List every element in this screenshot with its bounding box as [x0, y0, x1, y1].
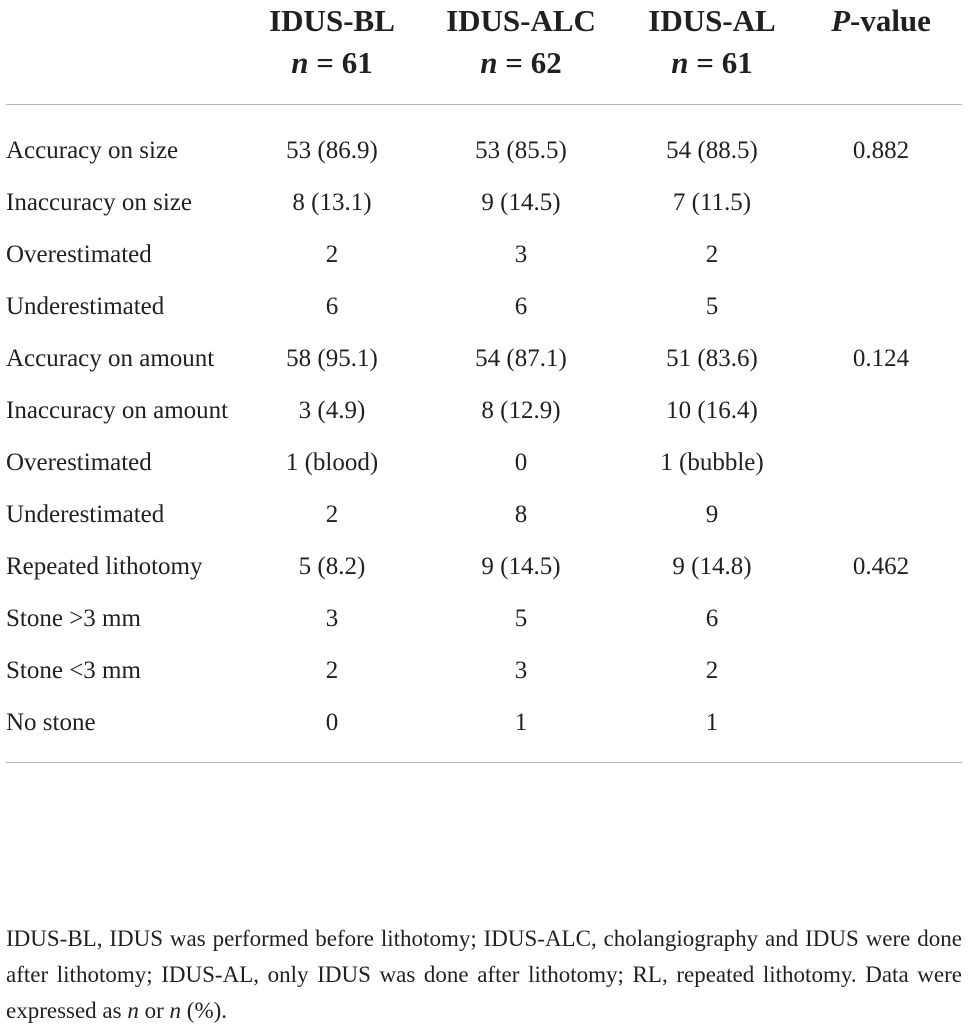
cell-idus-alc: 3 [514, 241, 528, 268]
header-idus-bl-n [246, 42, 418, 84]
cell-idus-bl: 53 (86.9) [286, 137, 378, 164]
cell-idus-bl: 2 [325, 501, 339, 528]
header-idus-bl [246, 0, 418, 105]
cell-idus-al: 7 (11.5) [672, 189, 752, 216]
row-label: Overestimated [6, 449, 152, 476]
header-p-symbol: P [831, 3, 850, 38]
header-p-value [800, 0, 962, 105]
header-idus-alc-title: IDUS-ALC [446, 3, 596, 38]
table-header [6, 0, 962, 105]
row-label: Underestimated [6, 293, 165, 320]
cell-idus-al: 2 [705, 241, 719, 268]
table-row [6, 702, 962, 763]
header-idus-al-n-symbol: n [671, 45, 689, 80]
header-idus-al-n-value: = 61 [688, 45, 753, 80]
cell-p-value: 0.882 [852, 137, 910, 164]
row-label: Stone <3 mm [6, 657, 141, 684]
cell-idus-al: 9 [705, 501, 719, 528]
row-label: Repeated lithotomy [6, 553, 203, 580]
header-idus-bl-title: IDUS-BL [269, 3, 395, 38]
cell-idus-alc: 6 [514, 293, 528, 320]
table-row [6, 442, 962, 494]
row-label: Overestimated [6, 241, 152, 268]
row-label: Accuracy on size [6, 137, 179, 164]
row-label: Inaccuracy on amount [6, 397, 229, 424]
cell-idus-alc: 8 [514, 501, 528, 528]
cell-idus-al: 54 (88.5) [666, 137, 758, 164]
cell-idus-bl: 58 (95.1) [286, 345, 378, 372]
cell-idus-bl: 5 (8.2) [298, 553, 366, 580]
cell-p-value [800, 442, 962, 494]
header-label [6, 0, 246, 105]
cell-idus-al: 6 [705, 605, 719, 632]
header-idus-al [624, 0, 800, 105]
cell-p-value [800, 650, 962, 702]
row-label: Accuracy on amount [6, 345, 215, 372]
table-row [6, 650, 962, 702]
cell-idus-bl: 6 [325, 293, 339, 320]
cell-idus-bl: 3 (4.9) [298, 397, 366, 424]
results-table [6, 0, 962, 763]
cell-p-value [800, 702, 962, 763]
table-row [6, 390, 962, 442]
cell-idus-al: 5 [705, 293, 719, 320]
cell-idus-al: 51 (83.6) [666, 345, 758, 372]
cell-idus-alc: 1 [418, 702, 624, 763]
table-row [6, 546, 962, 598]
cell-idus-alc: 0 [514, 449, 528, 476]
cell-p-value [800, 182, 962, 234]
footnote-n-1: n [127, 998, 139, 1023]
cell-p-value [800, 390, 962, 442]
table-row [6, 105, 962, 183]
footnote-text-1: IDUS-BL, IDUS was performed before lithotomy; IDUS-ALC, cholangiography and IDUS were done after lithotomy; IDUS-AL, only IDUS was done after lithotomy; RL, repeated lithotomy. Data were expressed as [6, 926, 962, 1023]
header-idus-al-title: IDUS-AL [648, 3, 776, 38]
header-idus-bl-n-symbol: n [291, 45, 309, 80]
cell-idus-alc: 3 [514, 657, 528, 684]
cell-idus-bl: 2 [325, 241, 339, 268]
footnote-text-2: or [138, 998, 170, 1023]
cell-idus-bl: 0 [246, 702, 418, 763]
footnote-n-2: n [169, 998, 182, 1023]
header-p-rest: -value [850, 3, 931, 38]
row-label: Underestimated [6, 501, 165, 528]
header-idus-bl-n-value: = 61 [308, 45, 373, 80]
table-row [6, 338, 962, 390]
cell-idus-al: 2 [705, 657, 719, 684]
table-row [6, 494, 962, 546]
cell-p-value: 0.124 [852, 345, 910, 372]
cell-idus-bl: 1 (blood) [285, 449, 379, 476]
header-idus-alc [418, 0, 624, 105]
row-label: Stone >3 mm [6, 605, 141, 632]
cell-p-value [800, 494, 962, 546]
cell-idus-alc: 5 [514, 605, 528, 632]
table-body [6, 105, 962, 763]
cell-idus-alc: 54 (87.1) [475, 345, 567, 372]
row-label: Inaccuracy on size [6, 189, 192, 216]
table-row [6, 286, 962, 338]
footnote-text-3: (%). [181, 998, 228, 1023]
cell-p-value [800, 598, 962, 650]
cell-idus-alc: 9 (14.5) [481, 553, 561, 580]
header-idus-alc-n-value: = 62 [497, 45, 562, 80]
table-row [6, 234, 962, 286]
cell-p-value [800, 234, 962, 286]
cell-idus-al: 1 [624, 702, 800, 763]
header-row [6, 0, 962, 105]
cell-idus-alc: 53 (85.5) [475, 137, 567, 164]
header-idus-alc-n [418, 42, 624, 84]
table-row [6, 182, 962, 234]
cell-idus-al: 9 (14.8) [672, 553, 752, 580]
cell-idus-al: 10 (16.4) [666, 397, 758, 424]
cell-idus-alc: 8 (12.9) [481, 397, 561, 424]
cell-idus-bl: 8 (13.1) [292, 189, 372, 216]
cell-idus-alc: 9 (14.5) [481, 189, 561, 216]
header-idus-alc-n-symbol: n [480, 45, 498, 80]
cell-p-value [800, 286, 962, 338]
header-idus-al-n [624, 42, 800, 84]
cell-p-value: 0.462 [852, 553, 910, 580]
row-label: No stone [6, 702, 246, 763]
cell-idus-bl: 3 [325, 605, 339, 632]
cell-idus-bl: 2 [325, 657, 339, 684]
table-row [6, 598, 962, 650]
cell-idus-al: 1 (bubble) [660, 449, 764, 476]
